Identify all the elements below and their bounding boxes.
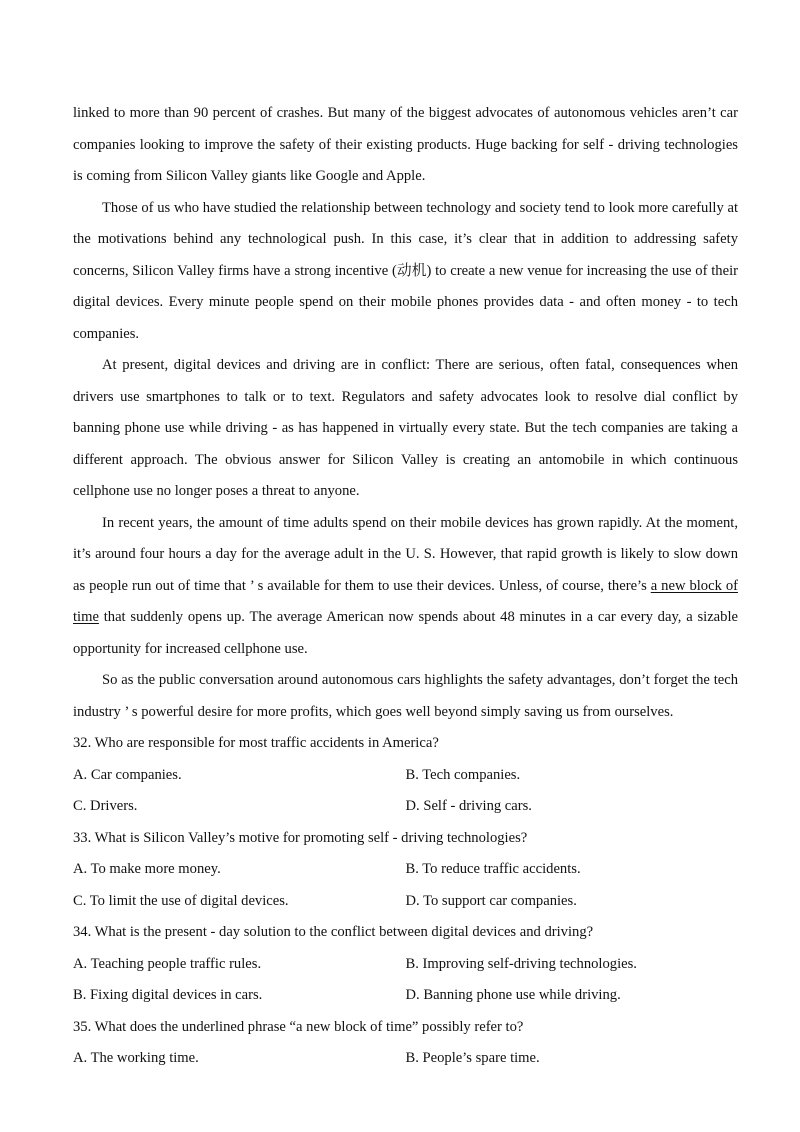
question-stem: 34. What is the present - day solution to the conflict between digital devices and driving? [73, 924, 594, 940]
question-33 [73, 823, 738, 918]
option-d: D. To support car companies. [405, 892, 577, 909]
option-row [73, 980, 738, 1012]
underlined-phrase: a new block of time [73, 577, 738, 625]
passage-paragraph-5: So as the public conversation around autonomous cars highlights the safety advantages, don’t forget the tech industry ’ s powerful desire for more profits, which goes well beyond simply saving us from ourselves. [73, 672, 738, 720]
question-stem: 33. What is Silicon Valley’s motive for promoting self - driving technologies? [73, 829, 528, 846]
passage-paragraph-1: linked to more than 90 percent of crashes. But many of the biggest advocates of autonomous vehicles aren’t car companies looking to improve the safety of their existing products. Huge backing for self - driving technologies is coming from Silicon Valley giants like Google and Apple. [73, 105, 738, 184]
passage-paragraph-2: Those of us who have studied the relationship between technology and society tend to look more carefully at the motivations behind any technological push. In this case, it’s clear that in addition to addressing safety concerns, Silicon Valley firms have a strong incentive (动机) to create a new venue for increasing the use of their digital devices. Every minute people spend on their mobile phones provides data - and often money - to tech companies. [73, 199, 738, 342]
option-row [73, 760, 738, 792]
option-c: C. To limit the use of digital devices. [73, 892, 289, 909]
option-row [73, 949, 738, 981]
option-d: D. Banning phone use while driving. [405, 987, 621, 1003]
option-row [73, 791, 738, 823]
paragraph-4-text-before: In recent years, the amount of time adults spend on their mobile devices has grown rapidly. At the moment, it’s around four hours a day for the average adult in the U. S. However, that rapid growth is likely to slow down as people run out of time that ’ s available for them to use their devices. Unless, of course, there’s [73, 514, 738, 594]
option-a: A. Teaching people traffic rules. [73, 955, 262, 972]
option-d: D. Self - driving cars. [405, 798, 532, 814]
option-b: B. To reduce traffic accidents. [405, 861, 581, 877]
option-c: C. Drivers. [73, 798, 138, 814]
option-b: B. People’s spare time. [405, 1050, 540, 1066]
question-34 [73, 917, 738, 1012]
option-b: B. Tech companies. [405, 766, 521, 783]
question-35 [73, 1012, 738, 1075]
option-row [73, 886, 738, 918]
passage-paragraph-3: At present, digital devices and driving are in conflict: There are serious, often fatal, consequences when drivers use smartphones to talk or to text. Regulators and safety advocates look to resolve dial conflict by banning phone use while driving - as has happened in virtually every state. But the tech companies are taking a different approach. The obvious answer for Silicon Valley is creating an antomobile in which continuous cellphone use no longer poses a threat to anyone. [73, 357, 738, 499]
option-row [73, 1043, 738, 1075]
option-c: B. Fixing digital devices in cars. [73, 987, 263, 1003]
option-row [73, 854, 738, 886]
question-stem: 35. What does the underlined phrase “a new block of time” possibly refer to? [73, 1018, 524, 1035]
option-a: A. Car companies. [73, 766, 182, 783]
question-stem: 32. Who are responsible for most traffic accidents in America? [73, 735, 439, 751]
passage-paragraph-4 [73, 508, 738, 666]
question-32 [73, 728, 738, 823]
option-b: B. Improving self-driving technologies. [405, 955, 637, 972]
paragraph-4-text-after: that suddenly opens up. The average American now spends about 48 minutes in a car every day, a sizable opportunity for increased cellphone use. [73, 609, 738, 657]
option-a: A. The working time. [73, 1050, 199, 1066]
option-a: A. To make more money. [73, 861, 221, 877]
